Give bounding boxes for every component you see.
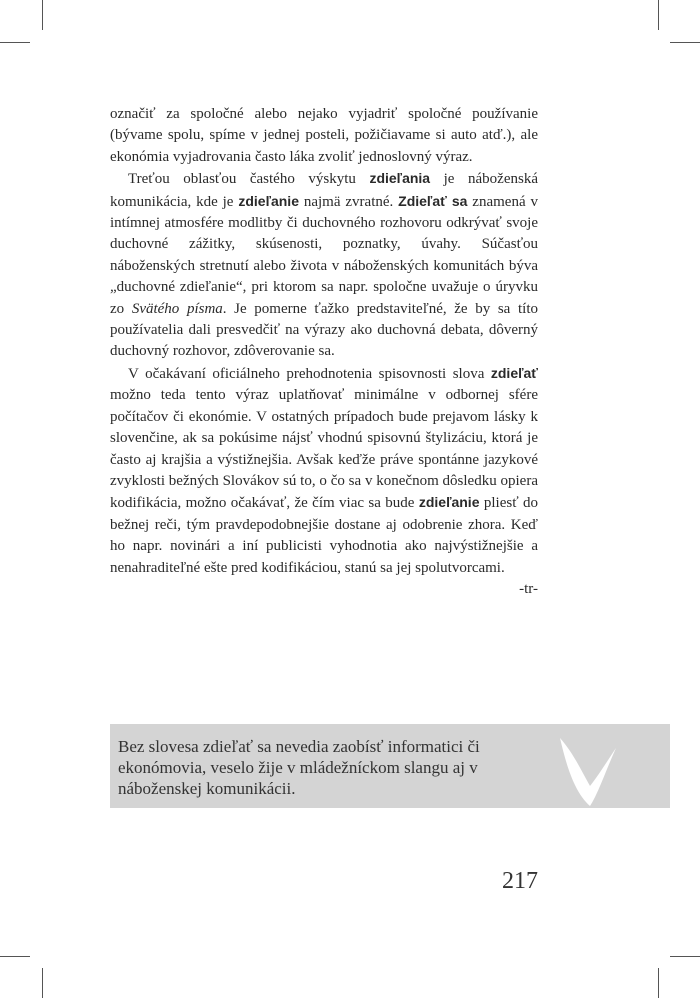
- article-body: [110, 104, 538, 600]
- text-run: V očakávaní oficiálneho prehodnotenia spisovnosti slova: [128, 365, 491, 382]
- crop-mark: [658, 0, 659, 30]
- bold-term: Zdieľať sa: [398, 192, 468, 209]
- paragraph: [110, 363, 538, 579]
- callout-text: Bez slovesa zdieľať sa nevedia zaobísť informatici či ekonómovia, veselo žije v mládežníckom slangu aj v náboženskej komunikácii.: [118, 737, 480, 798]
- crop-mark: [670, 42, 700, 43]
- bold-term: zdieľať: [490, 364, 538, 381]
- crop-mark: [670, 956, 700, 957]
- text-run: označiť za spoločné alebo nejako vyjadriť spoločné používanie (bývame spolu, spíme v jednej posteli, požičiavame si auto atď.), ale ekonómia vyjadrovania často láka zvoliť jednoslovný výraz.: [110, 106, 538, 165]
- bold-term: zdieľanie: [418, 494, 480, 511]
- text-run: znamená v intímnej atmosfére modlitby či duchovného rozhovoru odkrývať svoje duchovné zážitky, skúsenosti, poznatky, úvahy. Súčasťou náboženských stretnutí alebo života v náboženských komunitách býva „duchovné zdieľanie“, pri ktorom sa napr. spoločne uvažuje o úryvku zo: [110, 193, 538, 317]
- crop-mark: [42, 968, 43, 998]
- page-number: 217: [502, 868, 538, 894]
- text-run: Treťou oblasťou častého výskytu: [128, 171, 370, 188]
- paragraph: [110, 104, 538, 168]
- paragraph: [110, 168, 538, 363]
- text-run: najmä zvratné.: [298, 193, 399, 210]
- bold-term: zdieľania: [369, 170, 431, 187]
- crop-mark: [658, 968, 659, 998]
- crop-mark: [42, 0, 43, 30]
- bold-term: zdieľanie: [238, 192, 299, 209]
- italic-term: Svätého písma: [131, 300, 223, 317]
- text-run: je náboženská komunikácia, kde je: [110, 171, 538, 210]
- check-mark-icon: [540, 734, 660, 808]
- crop-mark: [0, 42, 30, 43]
- text-run: . Je pomerne ťažko predstaviteľné, že by sa títo používatelia dali presvedčiť na výrazy ako duchovná debata, dôverný duchovný rozhovor, zdôverovanie sa.: [110, 300, 538, 360]
- text-run: pliesť do bežnej reči, tým pravdepodobnejšie dostane aj odobrenie zhora. Keď ho napr. novinári a iní publicisti vyhodnotia ako najvýstižnejšie a nenahraditeľné ešte pred kodifikáciou, stanú sa jej spolutvorcami.: [110, 495, 538, 576]
- author-signature: -tr-: [519, 580, 538, 597]
- crop-mark: [0, 956, 30, 957]
- callout-box: [110, 724, 670, 808]
- text-run: možno teda tento výraz uplatňovať minimálne v odbornej sfére počítačov či ekonómie. V ostatných prípadoch bude prejavom lásky k slovenčine, ak sa pokúsime nájsť vhodnú spisovnú štylizáciu, ktorá je často aj krajšia a výstižnejšia. Avšak keďže práve spontánne jazykové zvyklosti bežných Slovákov sú to, o čo sa v konečnom dôsledku opiera kodifikácia, možno očakávať, že čím viac sa bude: [110, 387, 538, 512]
